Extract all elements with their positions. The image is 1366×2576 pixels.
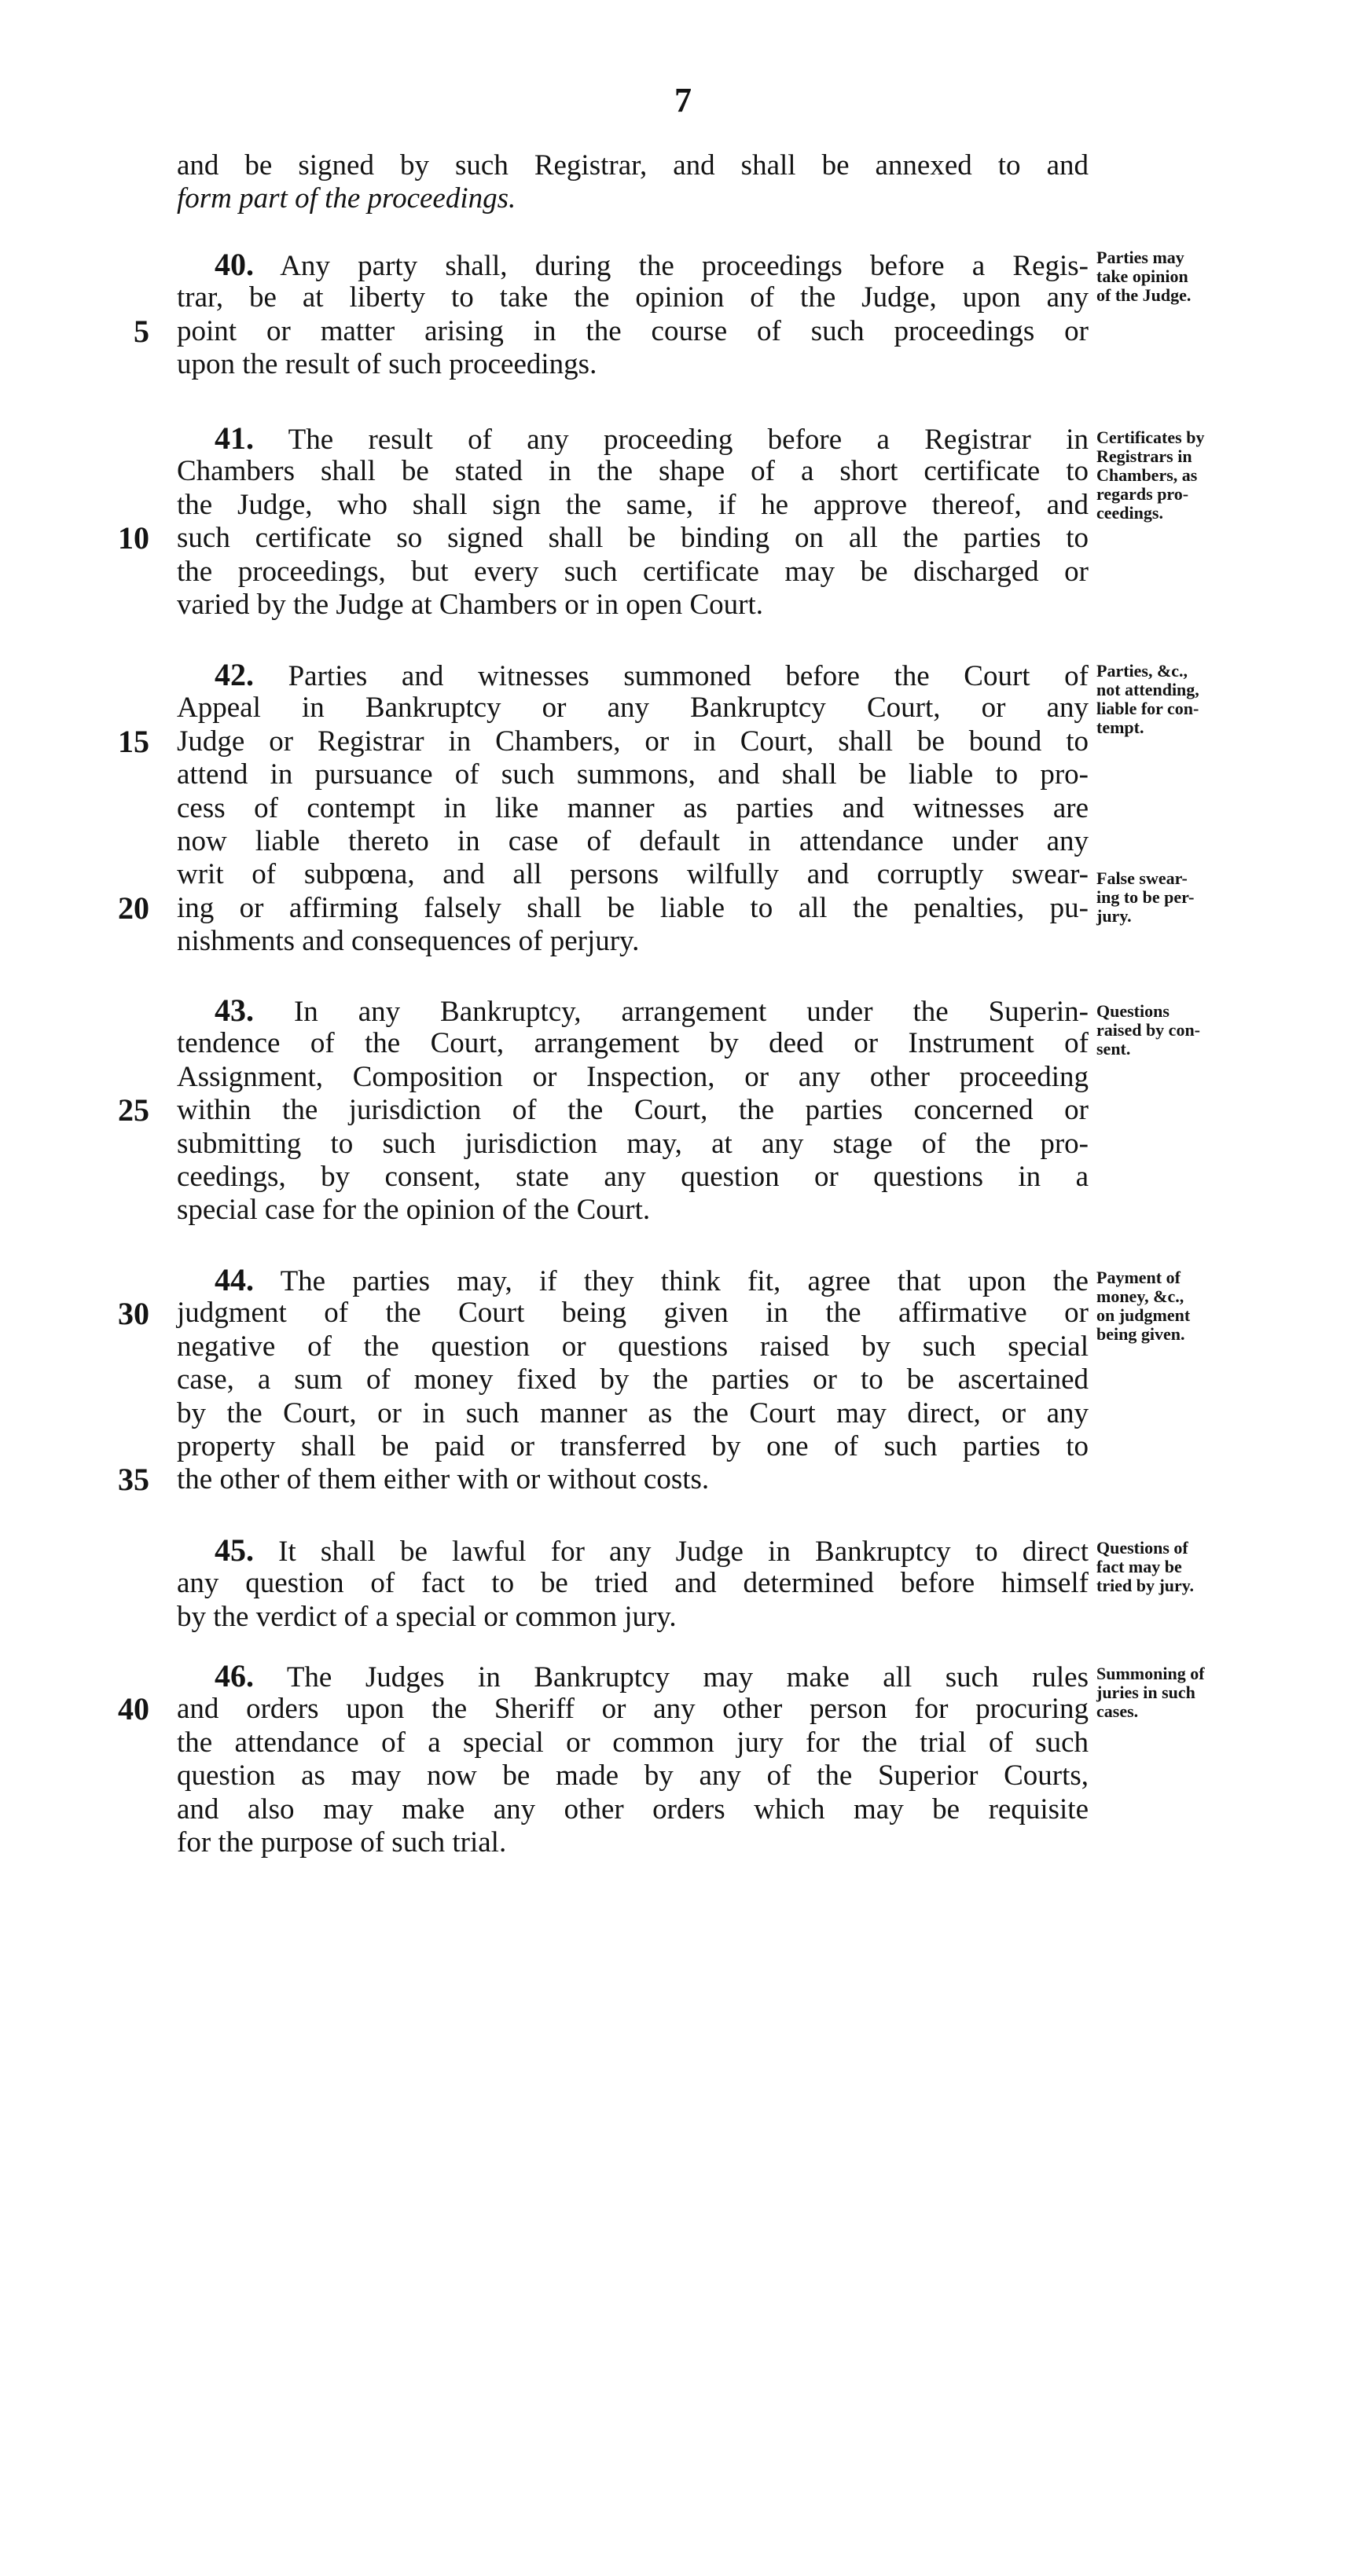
text-line: the other of them either with or without costs. [177, 1463, 710, 1496]
text-line: the Judge, who shall sign the same, if he approve thereof, and [177, 488, 1089, 521]
text-line: ing or affirming falsely shall be liable to all the penalties, pu- [177, 891, 1089, 924]
intro-paragraph [177, 149, 1089, 216]
line-number: 25 [118, 1092, 149, 1128]
text-line: within the jurisdiction of the Court, the parties concerned or [177, 1094, 1089, 1127]
line-number: 20 [118, 890, 149, 926]
margin-note-45: Questions of fact may be tried by jury. [1096, 1538, 1195, 1595]
section-number: 46. [215, 1658, 254, 1693]
text-line: such certificate so signed shall be binding on all the parties to [177, 522, 1089, 555]
section-number: 43. [215, 993, 254, 1028]
section-number: 40. [215, 247, 254, 282]
section-number: 45. [215, 1532, 254, 1568]
text-line: 42. Parties and witnesses summoned before the Court of [215, 657, 1089, 692]
text-line: Judge or Registrar in Chambers, or in Court, shall be bound to [177, 725, 1089, 758]
text-line: question as may now be made by any of the Superior Courts, [177, 1760, 1089, 1793]
margin-note-46: Summoning of juries in such cases. [1096, 1664, 1205, 1721]
line-number: 5 [134, 314, 149, 349]
line-number: 10 [118, 520, 149, 556]
margin-note-42-perjury: False swear- ing to be per- jury. [1096, 868, 1195, 926]
text-line: now liable thereto in case of default in attendance under any [177, 824, 1089, 857]
text-line: negative of the question or questions raised by such special [177, 1330, 1089, 1363]
section-number: 44. [215, 1262, 254, 1297]
text-line: attend in pursuance of such summons, and shall be liable to pro- [177, 758, 1089, 791]
text-line: case, a sum of money fixed by the parties or to be ascertained [177, 1363, 1089, 1396]
section-43 [177, 994, 1089, 1227]
text-line: and orders upon the Sheriff or any other person for procuring [177, 1693, 1089, 1726]
text-line: form part of the proceedings. [177, 182, 516, 215]
section-number: 41. [215, 420, 254, 456]
text-line: nishments and consequences of perjury. [177, 925, 640, 958]
page-number: 7 [674, 81, 692, 119]
text-line: any question of fact to be tried and determined before himself [177, 1567, 1089, 1600]
section-40 [177, 248, 1089, 382]
text-line: Chambers shall be stated in the shape of a short certificate to [177, 455, 1089, 488]
text-line: by the Court, or in such manner as the Court may direct, or any [177, 1396, 1089, 1429]
text-line: the attendance of a special or common jury for the trial of such [177, 1726, 1089, 1759]
text-line: Assignment, Composition or Inspection, or any other proceeding [177, 1060, 1089, 1093]
margin-note-42: Parties, &c., not attending, liable for con- tempt. [1096, 661, 1199, 737]
line-number: 15 [118, 724, 149, 759]
text-line: varied by the Judge at Chambers or in open Court. [177, 588, 763, 621]
text-line: submitting to such jurisdiction may, at any stage of the pro- [177, 1127, 1089, 1160]
margin-note-40: Parties may take opinion of the Judge. [1096, 248, 1192, 305]
section-44 [177, 1264, 1089, 1497]
section-number: 42. [215, 657, 254, 692]
text-line: the proceedings, but every such certificate may be discharged or [177, 555, 1089, 588]
line-number: 40 [118, 1691, 149, 1727]
text-line: Appeal in Bankruptcy or any Bankruptcy Court, or any [177, 692, 1089, 725]
text-line: 41. The result of any proceeding before a Registrar in [215, 420, 1089, 456]
text-line: writ of subpœna, and all persons wilfully and corruptly swear- [177, 858, 1089, 891]
text-line: by the verdict of a special or common jury. [177, 1600, 677, 1633]
text-line: trar, be at liberty to take the opinion of the Judge, upon any [177, 281, 1089, 314]
margin-note-41: Certificates by Registrars in Chambers, as regards pro- ceedings. [1096, 427, 1205, 523]
text-line: 44. The parties may, if they think fit, agree that upon the [215, 1262, 1089, 1297]
text-line: 43. In any Bankruptcy, arrangement under the Superin- [215, 993, 1089, 1028]
section-45 [177, 1534, 1089, 1634]
text-line: cess of contempt in like manner as parties and witnesses are [177, 791, 1089, 824]
text-line: property shall be paid or transferred by one of such parties to [177, 1429, 1089, 1462]
text-line: judgment of the Court being given in the affirmative or [177, 1297, 1089, 1330]
line-number: 35 [118, 1462, 149, 1497]
text-line: 45. It shall be lawful for any Judge in Bankruptcy to direct [215, 1532, 1089, 1568]
text-line: 40. Any party shall, during the proceedings before a Regis- [215, 247, 1089, 282]
text-line: 46. The Judges in Bankruptcy may make all such rules [215, 1658, 1089, 1693]
text-line: ceedings, by consent, state any question or questions in a [177, 1160, 1089, 1193]
section-42 [177, 659, 1089, 959]
text-line: for the purpose of such trial. [177, 1826, 507, 1859]
text-line: and be signed by such Registrar, and shall be annexed to and [177, 149, 1089, 182]
text-line: point or matter arising in the course of such proceedings or [177, 314, 1089, 347]
margin-note-44: Payment of money, &c., on judgment being given. [1096, 1268, 1191, 1344]
section-46 [177, 1660, 1089, 1859]
margin-note-43: Questions raised by con- sent. [1096, 1001, 1200, 1059]
section-41 [177, 422, 1089, 622]
line-number: 30 [118, 1296, 149, 1331]
text-line: and also may make any other orders which may be requisite [177, 1793, 1089, 1826]
text-line: special case for the opinion of the Court. [177, 1194, 651, 1227]
text-line: tendence of the Court, arrangement by deed or Instrument of [177, 1027, 1089, 1060]
text-line: upon the result of such proceedings. [177, 348, 597, 381]
